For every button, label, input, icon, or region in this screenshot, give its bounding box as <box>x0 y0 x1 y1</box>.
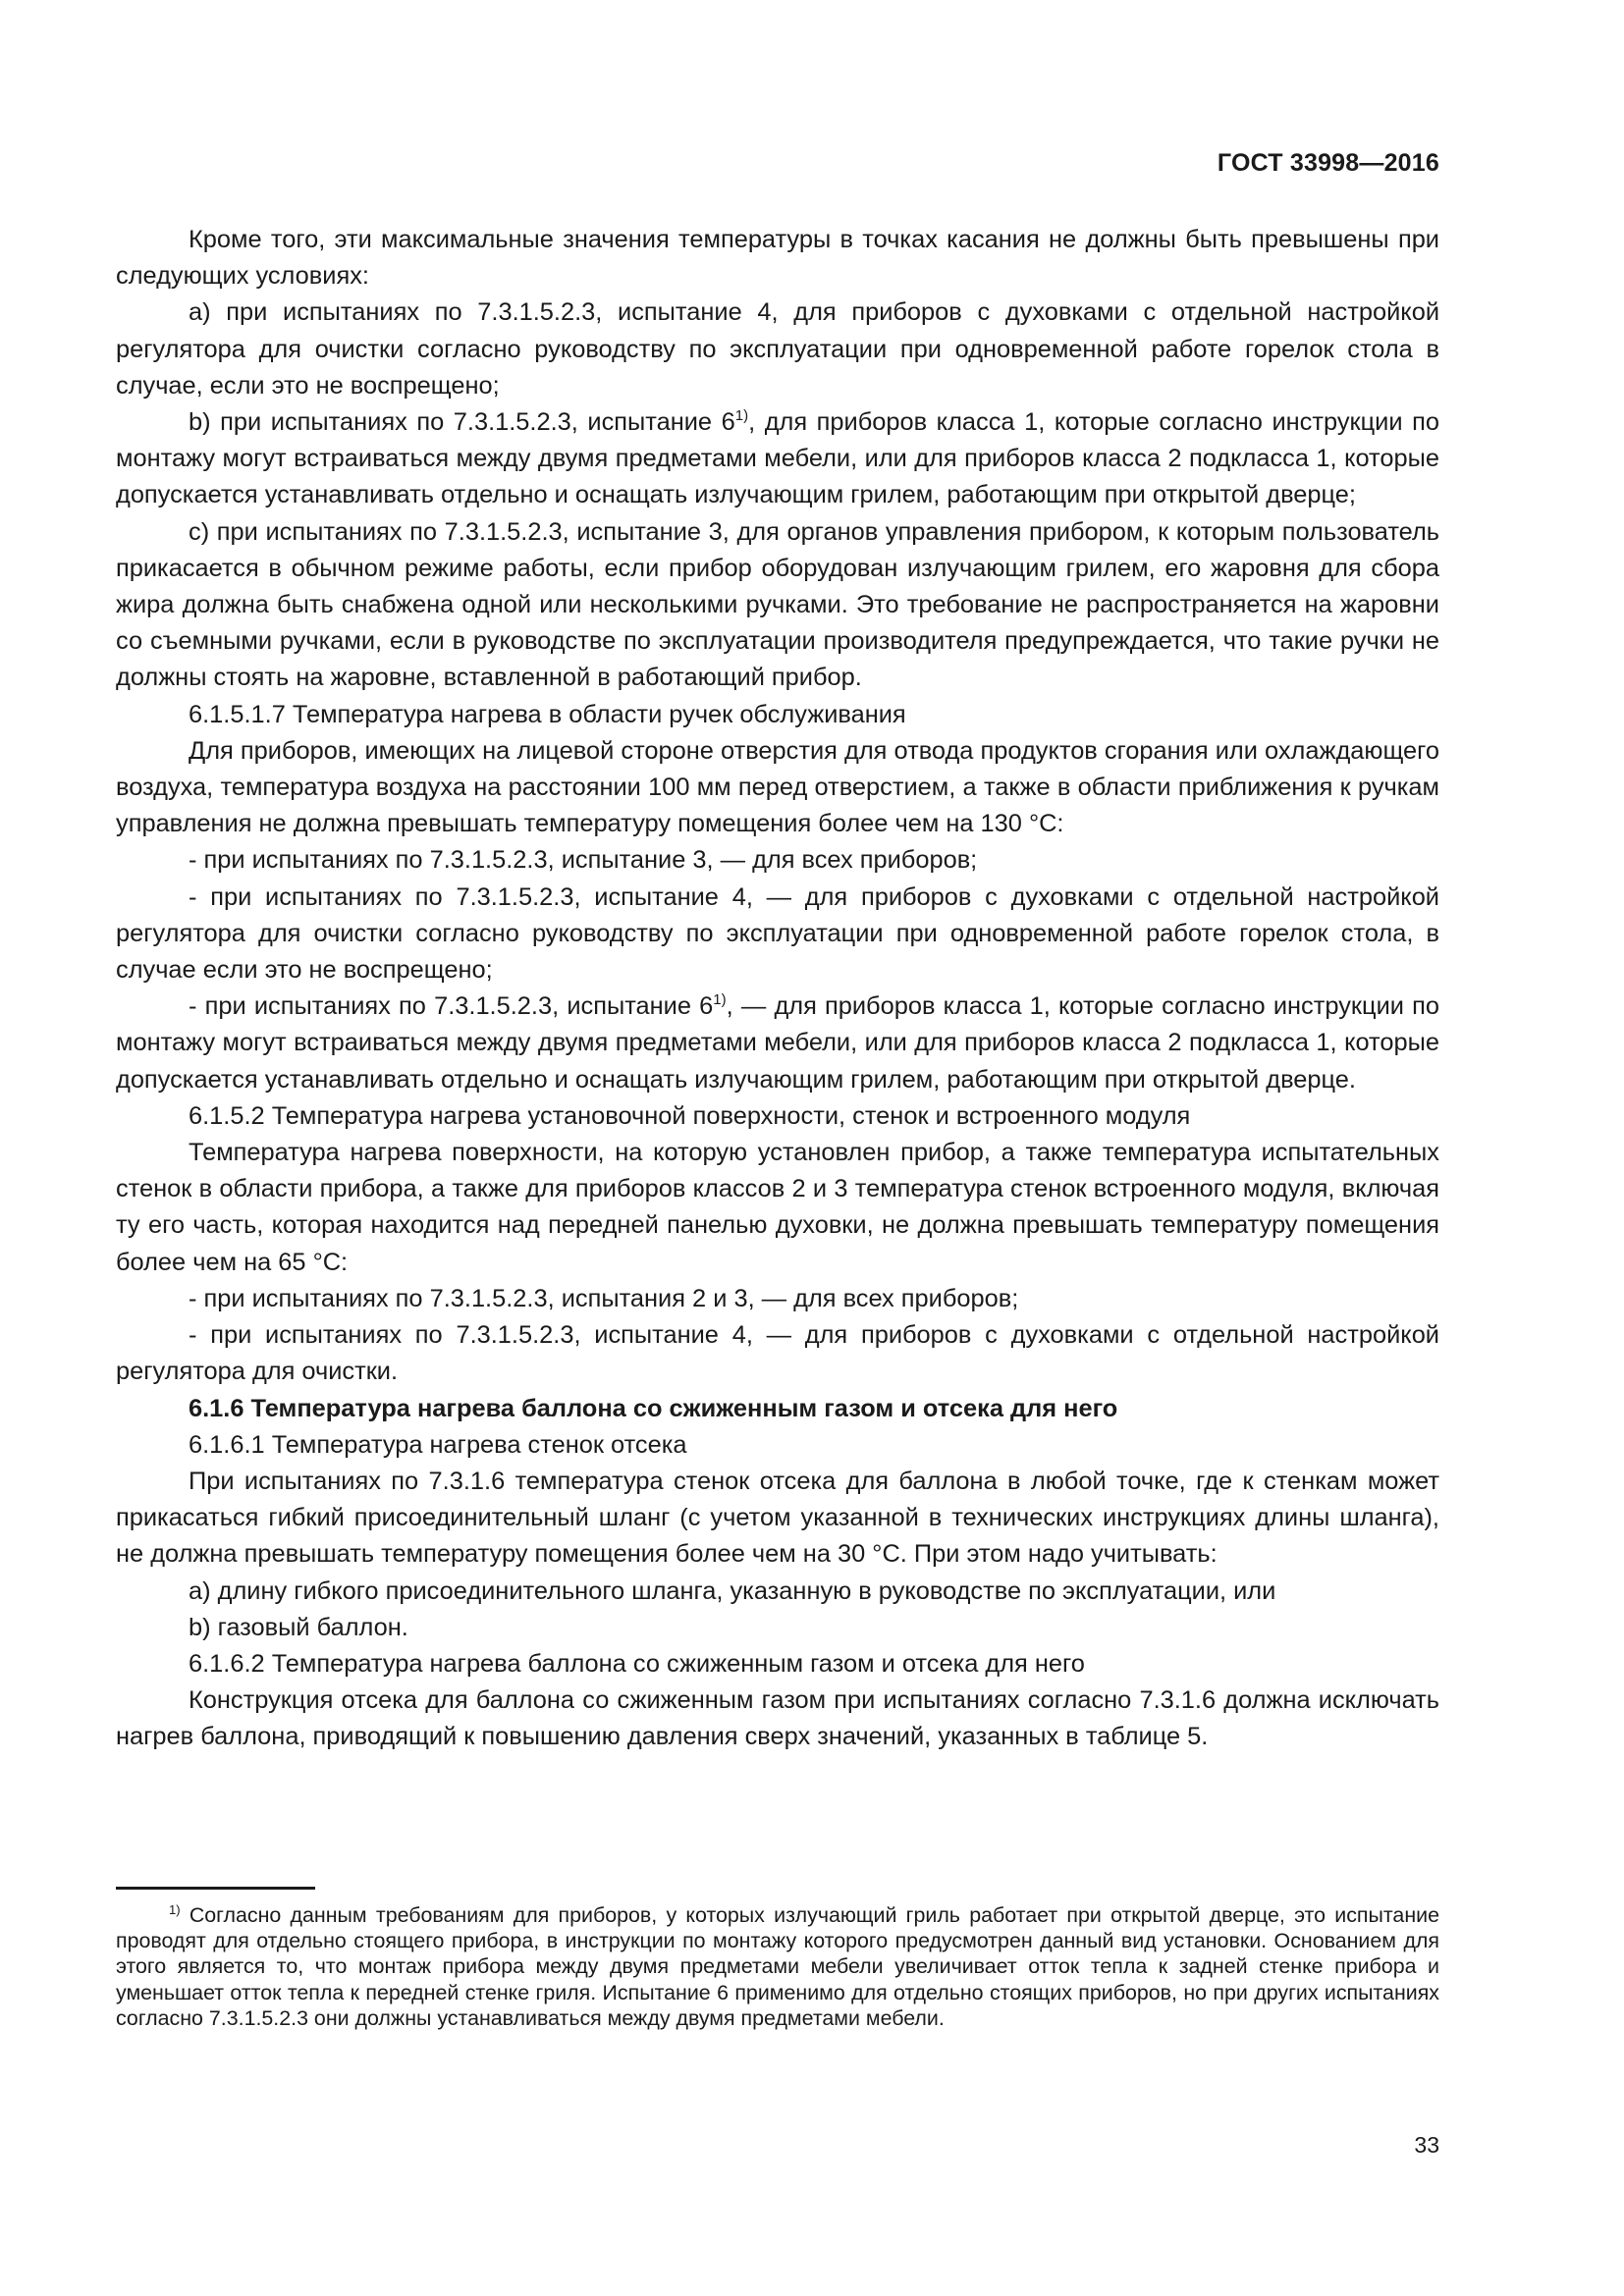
section-heading: 6.1.5.2 Температура нагрева установочной поверхности, стенок и встроенного модуля <box>189 1101 1191 1130</box>
paragraph: При испытаниях по 7.3.1.6 температура стенок отсека для баллона в любой точке, где к стенкам может прикасаться гибкий присоединительный шланг (с учетом указанной в технических инструкциях длины шланга), не должна превышать температуру помещения более чем на 30 °С. При этом надо учитывать: <box>116 1467 1439 1569</box>
paragraph: c) при испытаниях по 7.3.1.5.2.3, испытание 3, для органов управления прибором, к которым пользователь прикасается в обычном режиме работы, если прибор оборудован излучающим грилем, его жаровня для сбора жира должна быть снабжена одной или несколькими ручками. Это требование не распространяется на жаровни со съемными ручками, если в руководстве по эксплуатации производителя предупреждается, что такие ручки не должны стоять на жаровне, вставленной в работающий прибор. <box>116 517 1439 692</box>
section-heading: 6.1.6.2 Температура нагрева баллона со сжиженным газом и отсека для него <box>189 1649 1085 1678</box>
paragraph: Для приборов, имеющих на лицевой стороне отверстия для отвода продуктов сгорания или охлаждающего воздуха, температура воздуха на расстоянии 100 мм перед отверстием, а также в области приближения к ручкам управления не должна превышать температуру помещения более чем на 130 °С: <box>116 736 1439 838</box>
footnote-divider <box>116 1887 315 1890</box>
paragraph: a) при испытаниях по 7.3.1.5.2.3, испытание 4, для приборов с духовками с отдельной настройкой регулятора для очистки согласно руководству по эксплуатации при одновременной работе горелок стола в случае, если это не воспрещено; <box>116 298 1439 400</box>
paragraph-text: b) при испытаниях по 7.3.1.5.2.3, испытание 6 <box>189 408 735 437</box>
section-heading-bold: 6.1.6 Температура нагрева баллона со сжиженным газом и отсека для него <box>189 1394 1118 1422</box>
paragraph: Конструкция отсека для баллона со сжиженным газом при испытаниях согласно 7.3.1.6 должна исключать нагрев баллона, приводящий к повышению давления сверх значений, указанных в таблице 5. <box>116 1686 1439 1751</box>
body-text <box>116 222 1439 1756</box>
footnote-reference: 1) <box>734 407 749 425</box>
list-item: b) газовый баллон. <box>189 1613 408 1641</box>
paragraph <box>116 404 1439 514</box>
list-item: - при испытаниях по 7.3.1.5.2.3, испытание 3, — для всех приборов; <box>189 846 978 875</box>
page-header-standard: ГОСТ 33998—2016 <box>1217 149 1439 177</box>
list-item: - при испытаниях по 7.3.1.5.2.3, испытания 2 и 3, — для всех приборов; <box>189 1284 1019 1312</box>
list-item: a) длину гибкого присоединительного шланга, указанную в руководстве по эксплуатации, или <box>189 1576 1276 1605</box>
paragraph-text: , для приборов класса 1, которые согласно инструкции по монтажу могут встраиваться между двумя предметами мебели, или для приборов класса 2 подкласса 1, которые допускается устанавливать отдельно и оснащать излучающим грилем, работающим при открытой дверце; <box>116 408 1439 509</box>
section-heading: 6.1.5.1.7 Температура нагрева в области ручек обслуживания <box>189 700 906 728</box>
footnote-text: Согласно данным требованиям для приборов, у которых излучающий гриль работает при открытой дверце, это испытание проводят для отдельно стоящего прибора, в инструкции по монтажу которого предусмотрен данный вид установки. Основанием для этого является то, что монтаж прибора между двумя предметами мебели увеличивает отток тепла к задней стенке прибора и уменьшает отток тепла к передней стенке гриля. Испытание 6 применимо для отдельно стоящих приборов, но при других испытаниях согласно 7.3.1.5.2.3 они должны устанавливаться между двумя предметами мебели. <box>116 1903 1439 2030</box>
paragraph-text: , — для приборов класса 1, которые согласно инструкции по монтажу могут встраиваться между двумя предметами мебели, или для приборов класса 2 подкласса 1, которые допускается устанавливать отдельно и оснащать излучающим грилем, работающим при открытой дверце. <box>116 992 1439 1094</box>
page-number: 33 <box>1414 2132 1439 2158</box>
list-item <box>116 988 1439 1098</box>
footnote-reference: 1) <box>713 991 727 1009</box>
paragraph: Температура нагрева поверхности, на которую установлен прибор, а также температура испытательных стенок в области прибора, а также для приборов классов 2 и 3 температура стенок встроенного модуля, включая ту его часть, которая находится над передней панелью духовки, не должна превышать температуру помещения более чем на 65 °С: <box>116 1139 1439 1276</box>
footnote <box>116 1902 1439 2031</box>
list-item: - при испытаниях по 7.3.1.5.2.3, испытание 4, — для приборов с духовками с отдельной настройкой регулятора для очистки согласно руководству по эксплуатации при одновременной работе горелок стола, в случае если это не воспрещено; <box>116 882 1439 985</box>
paragraph: Кроме того, эти максимальные значения температуры в точках касания не должны быть превышены при следующих условиях: <box>116 226 1439 291</box>
list-item: - при испытаниях по 7.3.1.5.2.3, испытание 4, — для приборов с духовками с отдельной настройкой регулятора для очистки. <box>116 1321 1439 1386</box>
footnote-mark: 1) <box>169 1902 181 1917</box>
section-heading: 6.1.6.1 Температура нагрева стенок отсека <box>189 1430 687 1459</box>
paragraph-text: - при испытаниях по 7.3.1.5.2.3, испытание 6 <box>189 992 714 1021</box>
